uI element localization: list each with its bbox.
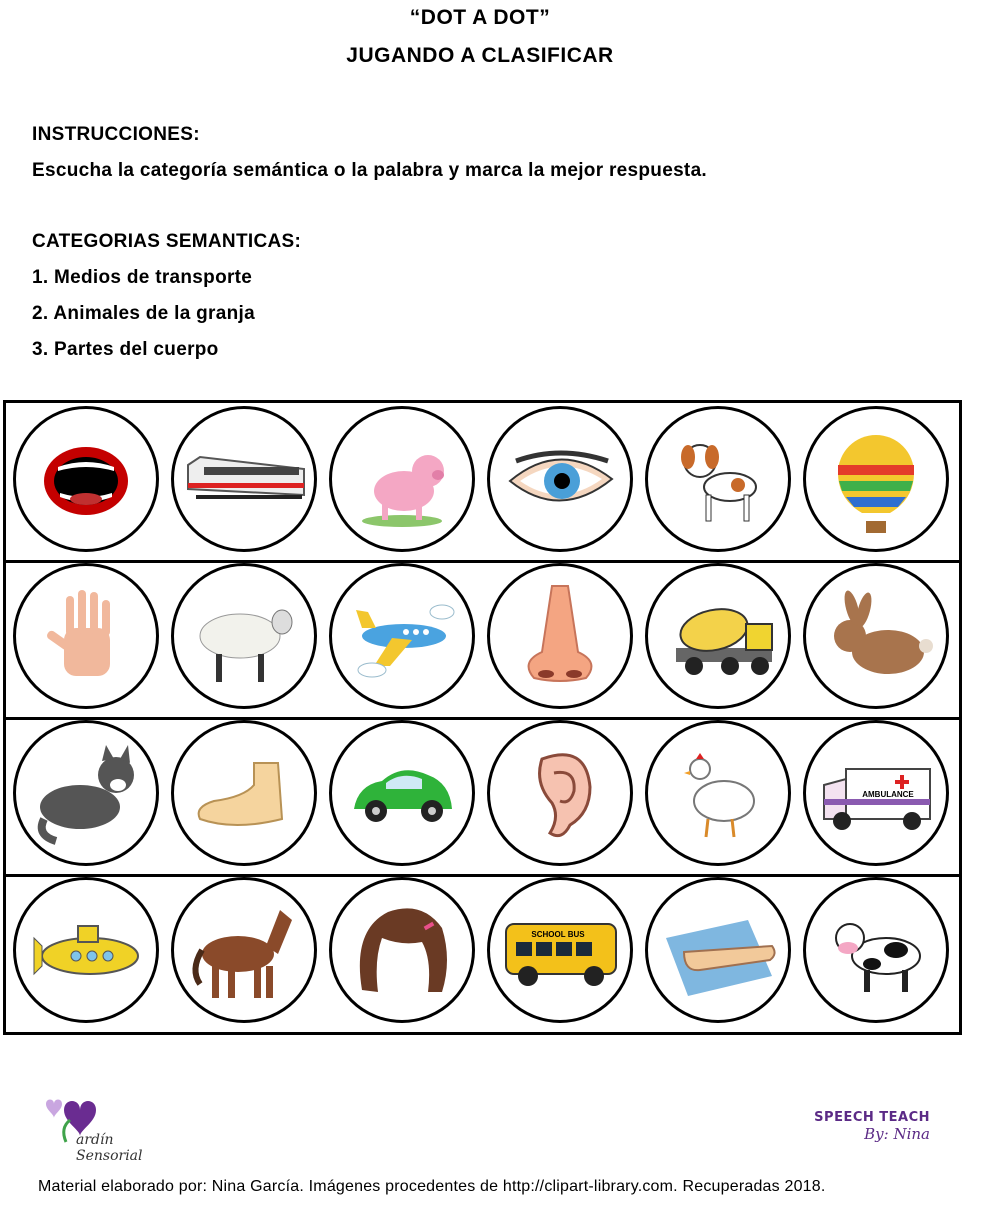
grid-row	[6, 560, 959, 720]
eye-icon	[490, 409, 630, 549]
nose-icon	[490, 566, 630, 706]
speech-teach-text: SPEECH TEACH	[814, 1110, 930, 1125]
circle-balloon[interactable]	[803, 406, 949, 552]
circle-hair[interactable]	[329, 877, 475, 1023]
worksheet-title: “DOT A DOT”	[409, 6, 551, 29]
ear-icon	[490, 723, 630, 863]
school-bus-icon	[490, 880, 630, 1020]
circle-ear[interactable]	[487, 720, 633, 866]
circle-cat[interactable]	[13, 720, 159, 866]
circle-cement-truck[interactable]	[645, 563, 791, 709]
airplane-icon	[332, 566, 472, 706]
circle-foot[interactable]	[171, 720, 317, 866]
circle-sheep[interactable]	[171, 563, 317, 709]
horse-icon	[174, 880, 314, 1020]
finger-icon	[648, 880, 788, 1020]
foot-icon	[174, 723, 314, 863]
circle-mouth[interactable]	[13, 406, 159, 552]
jardin-sensorial-logo	[36, 1080, 166, 1170]
worksheet-subtitle: JUGANDO A CLASIFICAR	[346, 44, 614, 67]
circle-car[interactable]	[329, 720, 475, 866]
instructions-heading: INSTRUCCIONES:	[32, 124, 200, 145]
circle-cow[interactable]	[803, 877, 949, 1023]
cement-truck-icon	[648, 566, 788, 706]
dog-icon	[648, 409, 788, 549]
categories-heading: CATEGORIAS SEMANTICAS:	[32, 231, 302, 252]
ambulance-label: AMBULANCE	[862, 790, 914, 799]
rabbit-icon	[806, 566, 946, 706]
circle-submarine[interactable]	[13, 877, 159, 1023]
circle-rabbit[interactable]	[803, 563, 949, 709]
circle-horse[interactable]	[171, 877, 317, 1023]
circle-hen[interactable]	[645, 720, 791, 866]
jardin-sensorial-text: ardín Sensorial	[76, 1132, 143, 1164]
train-icon	[174, 409, 314, 549]
mouth-icon	[16, 409, 156, 549]
cow-icon	[806, 880, 946, 1020]
circle-train[interactable]	[171, 406, 317, 552]
footer-credits: Material elaborado por: Nina García. Imágenes procedentes de http://clipart-library.com. Recuperadas 2018.	[38, 1178, 826, 1195]
circle-nose[interactable]	[487, 563, 633, 709]
hot-air-balloon-icon	[806, 409, 946, 549]
category-item: 3. Partes del cuerpo	[32, 339, 219, 360]
hand-icon	[16, 566, 156, 706]
instructions-text: Escucha la categoría semántica o la palabra y marca la mejor respuesta.	[32, 160, 708, 181]
picture-grid	[3, 400, 962, 1035]
circle-eye[interactable]	[487, 406, 633, 552]
school-bus-label: SCHOOL BUS	[531, 930, 585, 939]
circle-finger[interactable]	[645, 877, 791, 1023]
sheep-icon	[174, 566, 314, 706]
category-item: 1. Medios de transporte	[32, 267, 253, 288]
ambulance-icon	[806, 723, 946, 863]
category-item: 2. Animales de la granja	[32, 303, 255, 324]
circle-school-bus[interactable]	[487, 877, 633, 1023]
grid-row	[6, 874, 959, 1031]
circle-hand[interactable]	[13, 563, 159, 709]
submarine-icon	[16, 880, 156, 1020]
circle-airplane[interactable]	[329, 563, 475, 709]
pig-icon	[332, 409, 472, 549]
circle-dog[interactable]	[645, 406, 791, 552]
circle-ambulance[interactable]	[803, 720, 949, 866]
author-signature: By: Nina	[864, 1125, 930, 1143]
speech-teach-logo	[790, 1110, 930, 1150]
grid-row	[6, 717, 959, 877]
circle-pig[interactable]	[329, 406, 475, 552]
hen-icon	[648, 723, 788, 863]
cat-icon	[16, 723, 156, 863]
hair-icon	[332, 880, 472, 1020]
car-icon	[332, 723, 472, 863]
grid-row	[6, 403, 959, 563]
